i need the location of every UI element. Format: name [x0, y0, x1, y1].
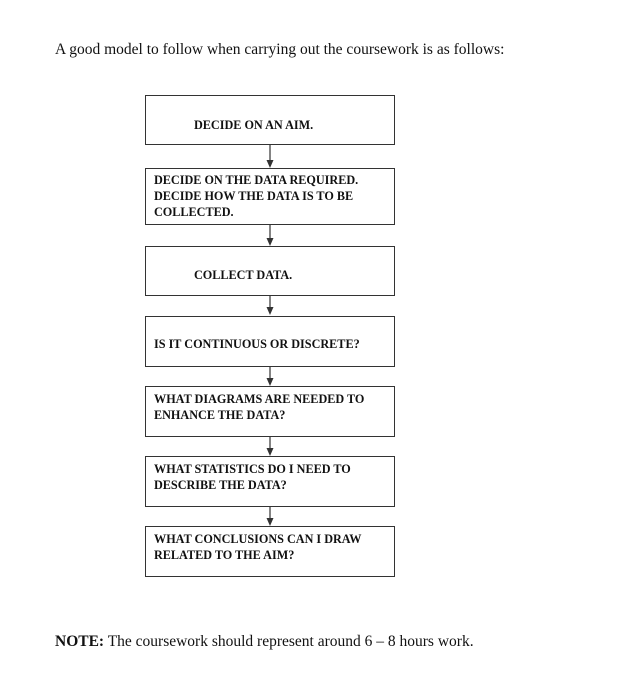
- flow-step-decide-aim: [145, 95, 395, 145]
- flow-step-diagrams: [145, 386, 395, 437]
- flow-step-statistics: [145, 456, 395, 507]
- flow-step-conclusions: [145, 526, 395, 577]
- arrow-down-icon: [265, 296, 275, 316]
- note-label: NOTE:: [55, 633, 105, 650]
- note-text: [55, 633, 474, 651]
- arrow-down-icon: [265, 367, 275, 387]
- arrow-down-icon: [265, 145, 275, 169]
- flow-step-label: WHAT DIAGRAMS ARE NEEDED TO ENHANCE THE DATA?: [154, 392, 365, 422]
- flow-step-collect-data: [145, 246, 395, 296]
- flow-step-label: COLLECT DATA.: [194, 268, 293, 282]
- flow-step-decide-data: [145, 168, 395, 225]
- arrow-down-icon: [265, 507, 275, 527]
- flow-step-label: DECIDE ON AN AIM.: [194, 118, 314, 132]
- flow-step-label: DECIDE ON THE DATA REQUIRED. DECIDE HOW THE DATA IS TO BE COLLECTED.: [154, 173, 359, 219]
- note-body: The coursework should represent around 6 – 8 hours work.: [104, 633, 474, 650]
- intro-text: A good model to follow when carrying out the coursework is as follows:: [55, 41, 505, 58]
- arrow-down-icon: [265, 225, 275, 247]
- flow-step-continuous-discrete: [145, 316, 395, 367]
- arrow-down-icon: [265, 437, 275, 457]
- flow-step-label: WHAT CONCLUSIONS CAN I DRAW RELATED TO THE AIM?: [154, 532, 362, 562]
- flow-step-label: WHAT STATISTICS DO I NEED TO DESCRIBE THE DATA?: [154, 462, 351, 492]
- flow-step-label: IS IT CONTINUOUS OR DISCRETE?: [154, 337, 360, 351]
